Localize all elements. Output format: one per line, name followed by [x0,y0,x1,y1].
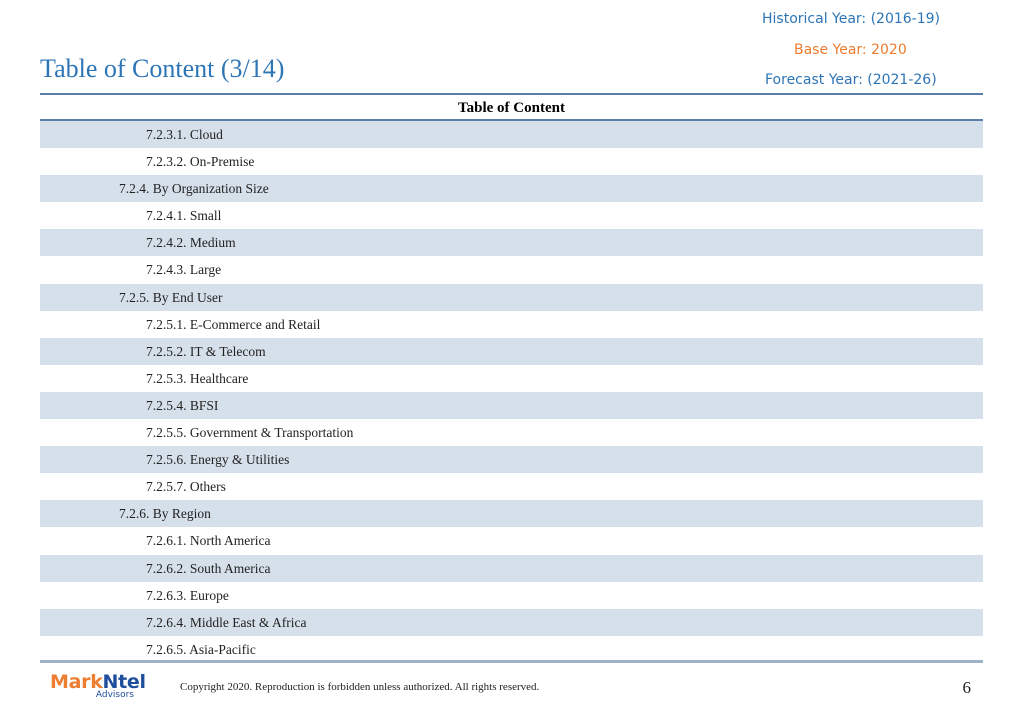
toc-row: 7.2.5.2. IT & Telecom [40,338,983,365]
toc-row: 7.2.5.7. Others [146,479,226,495]
logo-subtitle: Advisors [95,690,134,700]
page-title: Table of Content (3/14) [40,54,285,83]
toc-row: 7.2.6.1. North America [146,533,271,549]
forecast-year-label: Forecast Year: (2021-26) [765,72,937,88]
toc-row: 7.2.5.6. Energy & Utilities [40,446,983,473]
toc-rows [40,121,983,663]
base-year-label: Base Year: 2020 [794,42,907,58]
toc-row: 7.2.4. By Organization Size [40,175,983,202]
toc-row: 7.2.5.4. BFSI [40,392,983,419]
toc-table-heading: Table of Content [40,95,983,121]
toc-row: 7.2.3.2. On-Premise [146,154,255,170]
copyright-notice: Copyright 2020. Reproduction is forbidden unless authorized. All rights reserved. [180,681,540,693]
toc-table [40,95,983,663]
historical-year-label: Historical Year: (2016-19) [762,11,941,27]
toc-row: 7.2.4.2. Medium [40,229,983,256]
page-number: 6 [962,678,971,697]
logo-mark-text: Mark [50,671,103,693]
toc-row: 7.2.5.3. Healthcare [146,370,249,386]
toc-row: 7.2.4.3. Large [146,262,222,278]
toc-row: 7.2.4.1. Small [146,208,222,224]
toc-row: 7.2.5.1. E-Commerce and Retail [146,316,321,332]
logo-ntel-text: Ntel [102,671,146,693]
toc-row: 7.2.6.3. Europe [146,587,229,603]
footer-divider [40,660,983,663]
toc-row: 7.2.5.5. Government & Transportation [146,425,354,441]
toc-row: 7.2.6. By Region [40,500,983,527]
markntel-logo [50,671,146,704]
toc-row: 7.2.6.2. South America [40,555,983,582]
toc-row: 7.2.5. By End User [40,284,983,311]
toc-row: 7.2.3.1. Cloud [40,121,983,148]
toc-row: 7.2.6.5. Asia-Pacific [146,641,256,657]
toc-row: 7.2.6.4. Middle East & Africa [40,609,983,636]
